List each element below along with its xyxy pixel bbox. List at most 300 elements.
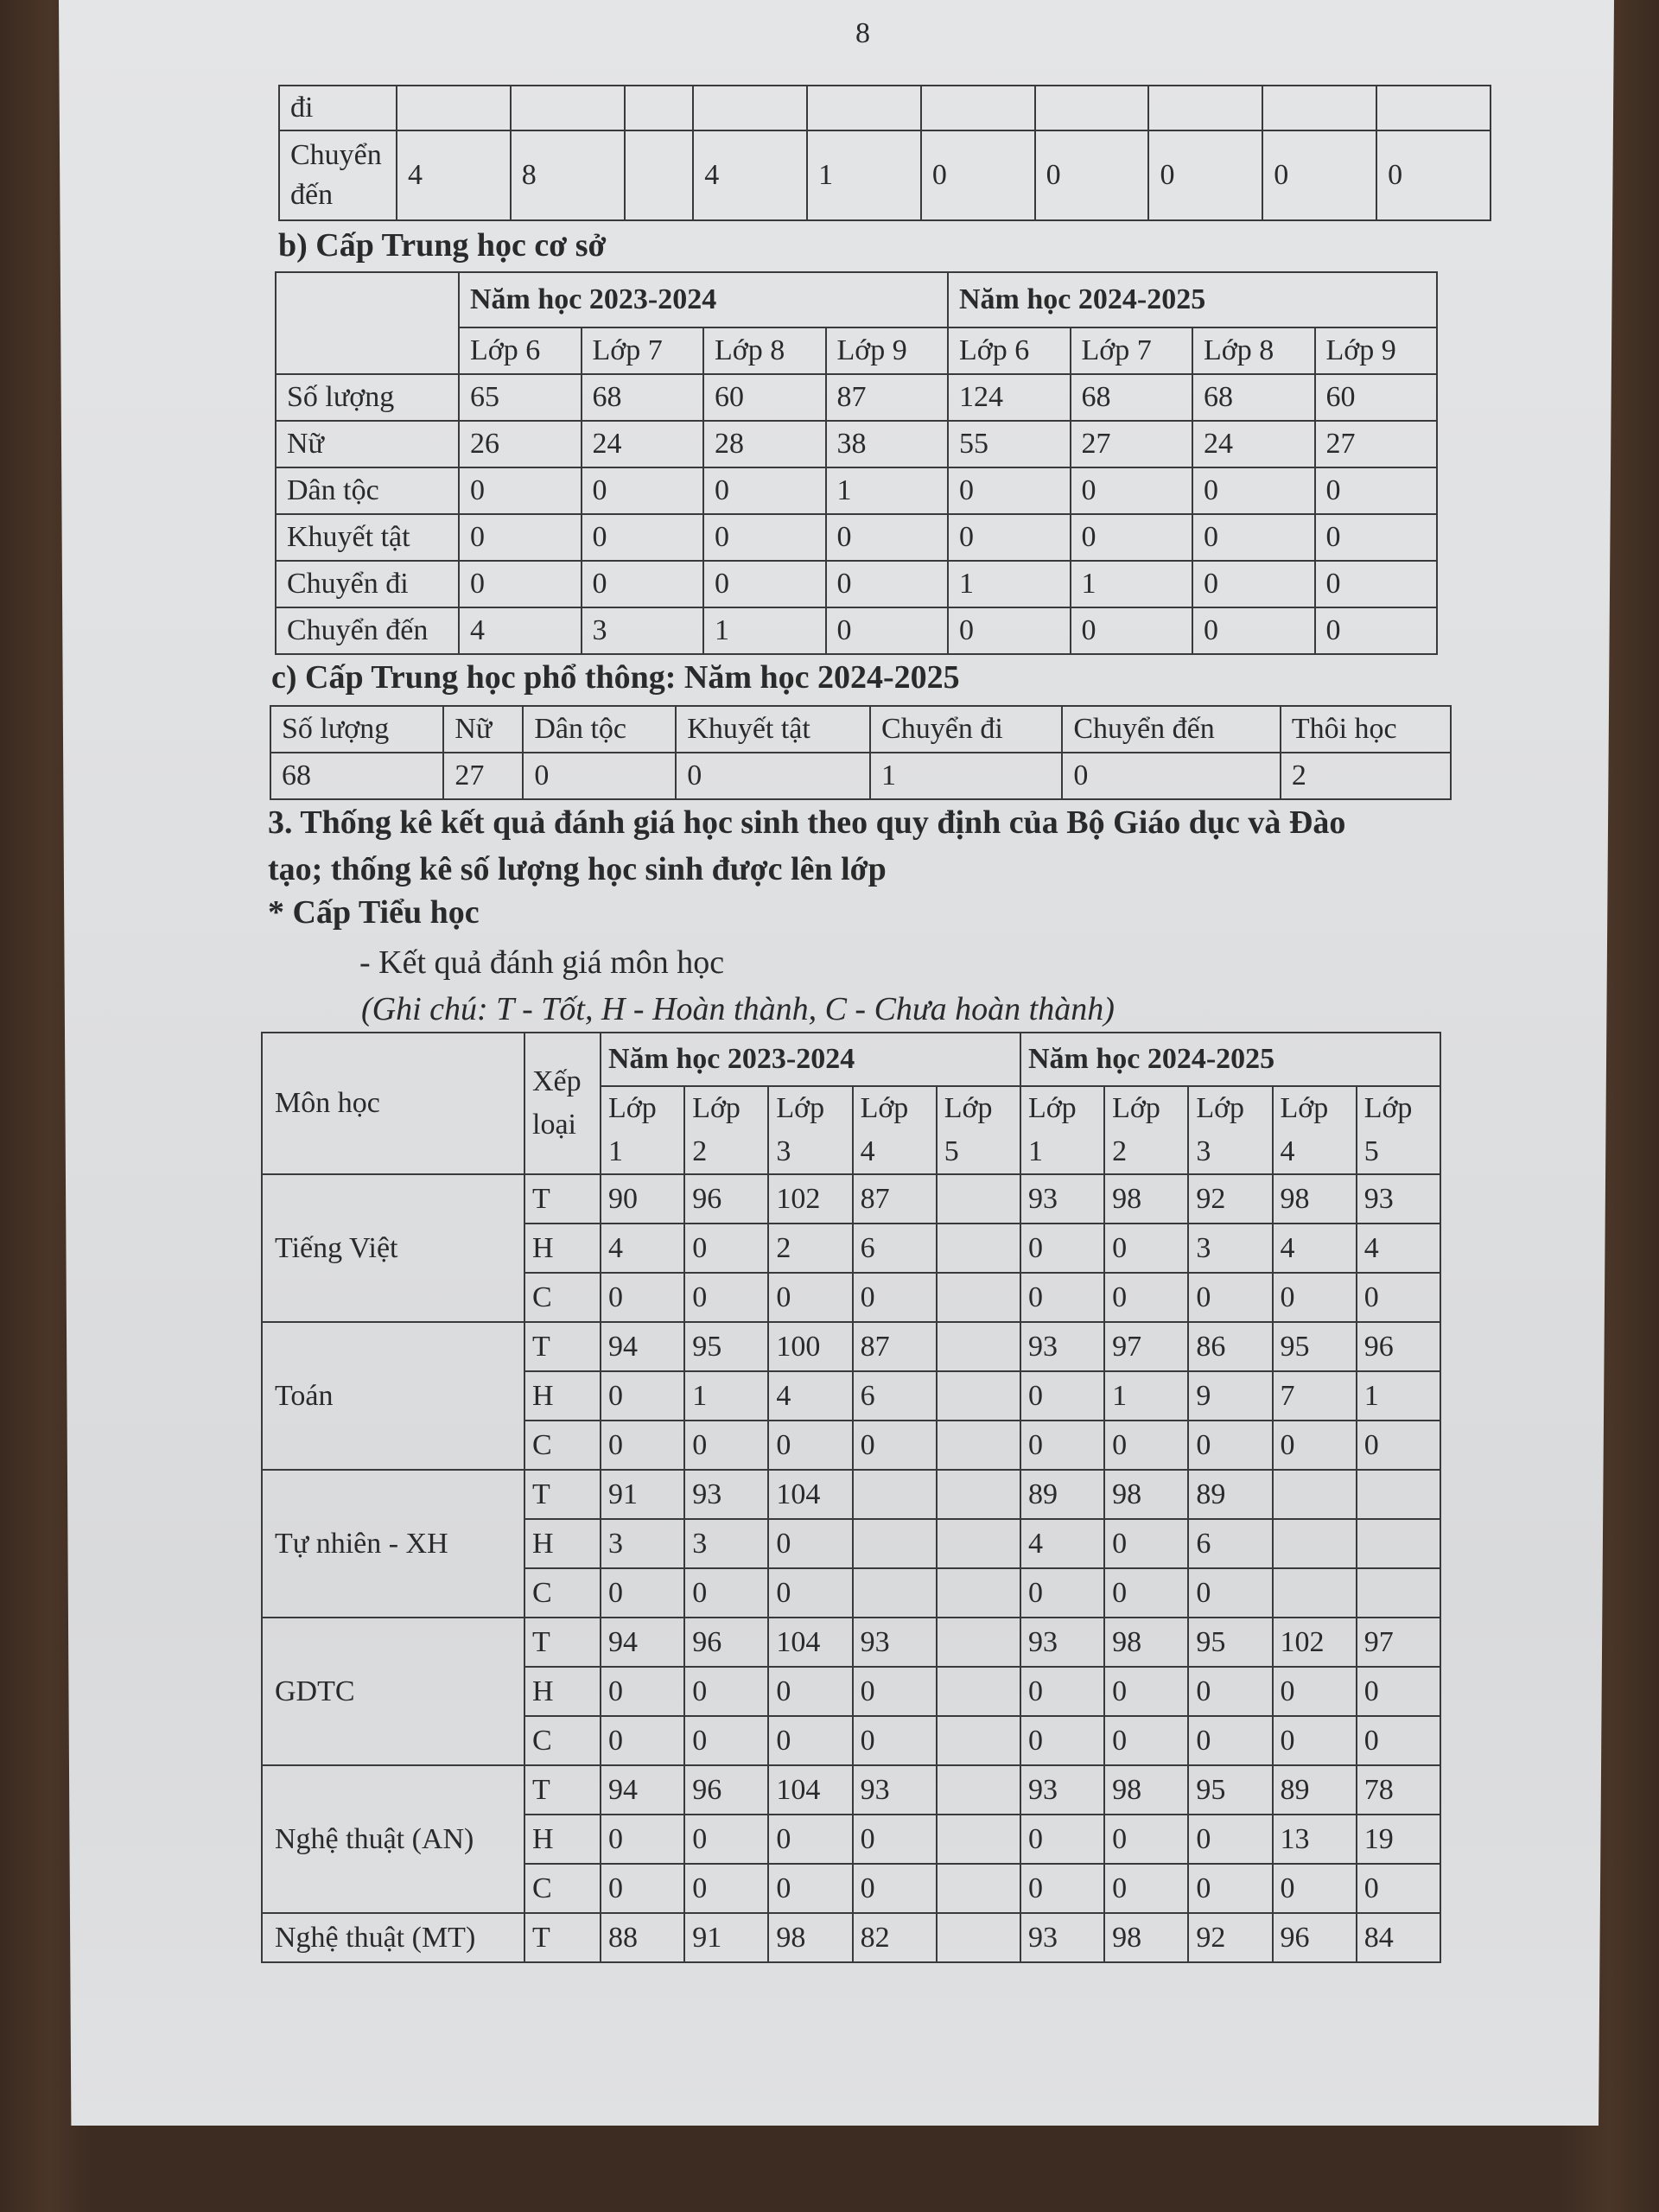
table-cell: 24 [582,421,704,467]
grade-number: 5 [1363,1135,1379,1167]
grade-header [768,1086,852,1174]
table-cell: 0 [601,1568,684,1618]
table-cell: 3 [601,1519,684,1568]
table-cell: 28 [703,421,826,467]
table-cell: 19 [1357,1815,1440,1864]
table-cell: 0 [1357,1273,1440,1322]
table-cell: 0 [1273,1421,1357,1470]
table-cell: 0 [1020,1224,1104,1273]
table-cell: 0 [1192,514,1315,561]
table-cell: 0 [676,753,870,799]
grade-header [684,1086,768,1174]
table-cell: 0 [703,561,826,607]
table-cell [397,86,511,130]
table-cell: 0 [853,1815,937,1864]
grade-header [937,1086,1020,1174]
table-cell: 4 [693,130,807,220]
table-cell: 3 [582,607,704,654]
table-cell [693,86,807,130]
table-cell: 4 [1020,1519,1104,1568]
table-cell [937,1568,1020,1618]
table-cell: 98 [1104,1470,1188,1519]
table-cell: 0 [582,561,704,607]
table-cell [1273,1519,1357,1568]
grade-header: Lớp 9 [1315,327,1438,374]
subject-name: Nghệ thuật (AN) [262,1765,524,1913]
grade-word: Lớp [1027,1092,1077,1124]
table-cell: 55 [948,421,1071,467]
table-cell: 8 [511,130,625,220]
column-header: Thôi học [1281,706,1451,753]
table-cell: 0 [684,1273,768,1322]
table-cell [1035,86,1149,130]
table-row [262,1765,1440,1815]
table-cell [625,130,694,220]
table-cell: 96 [684,1618,768,1667]
table-cell: 2 [768,1224,852,1273]
table-cell: 87 [853,1174,937,1224]
table-cell: 68 [270,753,443,799]
table-cell [853,1470,937,1519]
table-cell: 88 [601,1913,684,1962]
table-cell: 0 [826,514,949,561]
grade-word: Lớp [1196,1092,1245,1124]
table-cell: 0 [703,514,826,561]
table-cell: 4 [1357,1224,1440,1273]
table-cell: 93 [853,1618,937,1667]
rating-cell: C [524,1568,601,1618]
table-cell: 93 [1020,1322,1104,1371]
table-cell: 0 [684,1815,768,1864]
table-row [270,753,1451,799]
rating-cell: C [524,1421,601,1470]
table-cell: 3 [684,1519,768,1568]
table-cell: 1 [1357,1371,1440,1421]
grade-header [1104,1086,1188,1174]
table-cell [937,1322,1020,1371]
table-cell [1357,1568,1440,1618]
table-cell [1357,1519,1440,1568]
table-cell: 0 [601,1421,684,1470]
table-cell [937,1815,1020,1864]
row-label: Chuyển đi [276,561,459,607]
table-cell: 91 [601,1470,684,1519]
grade-word: Lớp [944,1092,993,1124]
primary-subject-results-table [261,1032,1441,1963]
table-cell: 4 [459,607,582,654]
table-cell: 102 [1273,1618,1357,1667]
table-cell: 1 [826,467,949,514]
table-cell: 0 [1020,1421,1104,1470]
table-cell: 0 [1262,130,1376,220]
table-cell: 4 [1273,1224,1357,1273]
corner-cell [276,272,459,374]
table-row [276,421,1437,467]
table-cell: 27 [1071,421,1193,467]
grade-word: Lớp [692,1092,741,1124]
table-cell [625,86,694,130]
table-cell: 104 [768,1470,852,1519]
table-cell [937,1913,1020,1962]
table-cell: 0 [601,1716,684,1765]
table-cell: 84 [1357,1913,1440,1962]
section-b-heading: b) Cấp Trung học cơ sở [278,227,607,264]
column-header: Khuyết tật [676,706,870,753]
table-cell: 24 [1192,421,1315,467]
table-cell: 104 [768,1765,852,1815]
subject-results-item: - Kết quả đánh giá môn học [359,944,725,981]
grade-number: 2 [692,1135,708,1167]
table-cell: 0 [948,607,1071,654]
table-cell: 87 [826,374,949,421]
table-cell: 0 [1071,514,1193,561]
grade-word: Lớp [1363,1092,1413,1124]
grade-header: Lớp 8 [703,327,826,374]
table-cell: 104 [768,1618,852,1667]
grade-header [1188,1086,1272,1174]
table-cell: 27 [443,753,523,799]
table-cell: 0 [684,1667,768,1716]
table-cell: 93 [1020,1913,1104,1962]
table-cell [937,1421,1020,1470]
rating-cell: C [524,1864,601,1913]
table-cell: 0 [459,561,582,607]
table-cell: 0 [1104,1519,1188,1568]
table-cell: 0 [853,1667,937,1716]
table-cell: 82 [853,1913,937,1962]
table-cell [1148,86,1262,130]
table-cell [1376,86,1491,130]
table-cell: 0 [1357,1421,1440,1470]
row-label: đi [279,86,397,130]
table-cell [937,1470,1020,1519]
table-cell: 68 [1071,374,1193,421]
table-cell: 0 [1192,467,1315,514]
table-cell: 2 [1281,753,1451,799]
grade-number: 3 [776,1135,791,1167]
table-cell: 94 [601,1618,684,1667]
table-cell: 6 [853,1224,937,1273]
table-cell: 87 [853,1322,937,1371]
table-cell: 96 [1273,1913,1357,1962]
table-cell: 0 [684,1224,768,1273]
table-cell: 0 [684,1864,768,1913]
grade-header [1020,1086,1104,1174]
table-cell: 0 [684,1716,768,1765]
table-cell: 1 [684,1371,768,1421]
table-cell: 9 [1188,1371,1272,1421]
table-cell: 90 [601,1174,684,1224]
table-cell: 0 [1188,1568,1272,1618]
table-cell: 0 [1315,607,1438,654]
table-cell: 86 [1188,1322,1272,1371]
grade-header [1357,1086,1440,1174]
table-row [276,514,1437,561]
table-cell: 0 [768,1519,852,1568]
table-cell: 0 [768,1568,852,1618]
table-cell: 38 [826,421,949,467]
table-cell: 98 [1104,1618,1188,1667]
table-cell: 95 [1188,1618,1272,1667]
upper-secondary-table [270,705,1452,800]
subject-name: GDTC [262,1618,524,1765]
rating-cell: C [524,1273,601,1322]
table-cell: 1 [1104,1371,1188,1421]
table-cell [807,86,921,130]
table-cell [937,1174,1020,1224]
grade-header [853,1086,937,1174]
grade-number: 3 [1196,1135,1211,1167]
table-cell: 92 [1188,1913,1272,1962]
table-cell: 0 [1104,1224,1188,1273]
subject-name: Tiếng Việt [262,1174,524,1322]
table-row [262,1470,1440,1519]
table-cell: 0 [948,514,1071,561]
table-cell [1273,1470,1357,1519]
table-cell: 0 [1188,1864,1272,1913]
table-cell: 6 [1188,1519,1272,1568]
rating-cell: C [524,1716,601,1765]
year-header: Năm học 2023-2024 [459,272,948,327]
table-cell: 91 [684,1913,768,1962]
grade-number: 5 [944,1135,959,1167]
grade-header [1273,1086,1357,1174]
table-cell: 0 [1104,1273,1188,1322]
table-cell: 98 [1273,1174,1357,1224]
table-cell: 0 [601,1864,684,1913]
table-cell: 0 [1020,1273,1104,1322]
table-cell: 93 [684,1470,768,1519]
column-header: Chuyển đi [870,706,1062,753]
table-cell: 0 [1315,514,1438,561]
table-cell: 95 [1188,1765,1272,1815]
table-cell: 78 [1357,1765,1440,1815]
table-cell: 0 [1188,1273,1272,1322]
table-cell: 0 [1188,1667,1272,1716]
table-cell: 0 [1020,1371,1104,1421]
table-cell [937,1371,1020,1421]
table-cell: 0 [853,1273,937,1322]
header-row [276,272,1437,327]
table-cell: 0 [826,561,949,607]
grade-header: Lớp 6 [948,327,1071,374]
table-cell: 0 [1035,130,1149,220]
table-cell: 0 [1104,1568,1188,1618]
table-cell: 0 [921,130,1035,220]
table-cell: 0 [1062,753,1281,799]
grade-header: Lớp 7 [1071,327,1193,374]
table-row [262,1174,1440,1224]
page-number: 8 [855,17,870,49]
row-label: Nữ [276,421,459,467]
table-cell: 102 [768,1174,852,1224]
table-cell: 4 [768,1371,852,1421]
table-cell: 89 [1020,1470,1104,1519]
year-header: Năm học 2024-2025 [1020,1033,1440,1086]
table-cell: 0 [1357,1716,1440,1765]
table-cell [937,1864,1020,1913]
table-cell: 94 [601,1765,684,1815]
table-cell: 0 [1071,467,1193,514]
table-cell: 0 [1020,1568,1104,1618]
row-label: Chuyển đến [279,130,397,220]
table-cell: 0 [948,467,1071,514]
table-cell: 0 [684,1568,768,1618]
table-cell: 89 [1273,1765,1357,1815]
table-cell: 0 [1188,1716,1272,1765]
table-cell: 1 [807,130,921,220]
table-cell: 0 [1192,561,1315,607]
table-cell: 0 [523,753,676,799]
table-cell: 3 [1188,1224,1272,1273]
table-cell: 0 [853,1421,937,1470]
table-cell: 95 [1273,1322,1357,1371]
primary-enrollment-table-continuation [278,85,1491,221]
table-cell: 94 [601,1322,684,1371]
table-row [279,86,1491,130]
primary-level-subheading: * Cấp Tiểu học [268,894,480,931]
table-cell: 93 [1020,1765,1104,1815]
table-cell: 0 [684,1421,768,1470]
table-cell: 0 [1020,1815,1104,1864]
year-header: Năm học 2024-2025 [948,272,1437,327]
rating-cell: H [524,1667,601,1716]
table-cell [921,86,1035,130]
table-cell: 0 [1315,467,1438,514]
table-cell: 0 [1376,130,1491,220]
rating-cell: T [524,1765,601,1815]
table-cell: 0 [1315,561,1438,607]
table-cell: 1 [870,753,1062,799]
table-cell: 98 [1104,1765,1188,1815]
header-row [262,1033,1440,1086]
table-cell [937,1273,1020,1322]
header-row [270,706,1451,753]
grade-number: 4 [860,1135,875,1167]
column-header: Nữ [443,706,523,753]
table-row [276,607,1437,654]
table-cell: 98 [1104,1913,1188,1962]
table-cell: 0 [1104,1864,1188,1913]
table-row [276,467,1437,514]
rating-cell: H [524,1371,601,1421]
table-cell: 13 [1273,1815,1357,1864]
grade-header: Lớp 9 [826,327,949,374]
table-cell: 6 [853,1371,937,1421]
table-cell: 0 [601,1273,684,1322]
rating-cell: H [524,1224,601,1273]
row-label: Chuyển đến [276,607,459,654]
rating-column-header: Xếp loại [524,1033,601,1174]
lower-secondary-table [275,271,1438,655]
table-cell: 27 [1315,421,1438,467]
table-cell: 93 [1020,1174,1104,1224]
grade-word: Lớp [608,1092,657,1124]
row-label: Số lượng [276,374,459,421]
table-cell: 92 [1188,1174,1272,1224]
table-cell: 0 [853,1864,937,1913]
table-cell [853,1568,937,1618]
column-header: Số lượng [270,706,443,753]
table-cell: 0 [703,467,826,514]
rating-legend-note: (Ghi chú: T - Tốt, H - Hoàn thành, C - Chưa hoàn thành) [361,991,1115,1027]
table-cell: 95 [684,1322,768,1371]
table-cell [511,86,625,130]
table-cell: 0 [1357,1667,1440,1716]
grade-number: 1 [608,1135,623,1167]
table-cell: 0 [1020,1864,1104,1913]
table-cell: 4 [601,1224,684,1273]
grade-number: 4 [1280,1135,1295,1167]
table-cell: 0 [1273,1273,1357,1322]
rating-cell: T [524,1470,601,1519]
table-cell: 26 [459,421,582,467]
table-cell [937,1667,1020,1716]
grade-word: Lớp [1112,1092,1160,1124]
table-cell: 0 [1104,1815,1188,1864]
column-header: Chuyển đến [1062,706,1281,753]
section-3-heading-line1: 3. Thống kê kết quả đánh giá học sinh theo quy định của Bộ Giáo dục và Đào [268,804,1346,841]
table-cell: 98 [768,1913,852,1962]
table-cell: 68 [582,374,704,421]
table-cell: 0 [1104,1667,1188,1716]
table-cell: 93 [1357,1174,1440,1224]
table-cell [937,1716,1020,1765]
table-cell: 0 [768,1421,852,1470]
grade-header [601,1086,684,1174]
section-3-heading-line2: tạo; thống kê số lượng học sinh được lên lớp [268,851,887,887]
table-cell: 96 [684,1765,768,1815]
grade-header: Lớp 7 [582,327,704,374]
rating-cell: T [524,1174,601,1224]
table-cell: 89 [1188,1470,1272,1519]
table-cell: 60 [703,374,826,421]
table-cell [937,1224,1020,1273]
table-cell: 0 [768,1667,852,1716]
rating-cell: H [524,1519,601,1568]
table-cell: 60 [1315,374,1438,421]
table-cell: 0 [1020,1716,1104,1765]
table-cell: 93 [1020,1618,1104,1667]
table-cell: 0 [459,514,582,561]
table-cell [1273,1568,1357,1618]
grade-word: Lớp [776,1092,825,1124]
table-cell: 97 [1104,1322,1188,1371]
table-cell: 93 [853,1765,937,1815]
table-cell: 0 [459,467,582,514]
table-cell: 0 [826,607,949,654]
subject-name: Tự nhiên - XH [262,1470,524,1618]
table-row [262,1913,1440,1962]
table-cell: 0 [1104,1421,1188,1470]
grade-header: Lớp 8 [1192,327,1315,374]
table-cell: 97 [1357,1618,1440,1667]
grade-number: 1 [1027,1135,1043,1167]
table-cell: 1 [703,607,826,654]
subject-column-header: Môn học [262,1033,524,1174]
table-cell: 0 [1104,1716,1188,1765]
table-cell: 65 [459,374,582,421]
table-cell: 68 [1192,374,1315,421]
table-cell [853,1519,937,1568]
grade-header: Lớp 6 [459,327,582,374]
subject-name: Toán [262,1322,524,1470]
table-row [262,1618,1440,1667]
table-cell: 0 [768,1815,852,1864]
table-cell [937,1765,1020,1815]
row-label: Dân tộc [276,467,459,514]
rating-cell: H [524,1815,601,1864]
